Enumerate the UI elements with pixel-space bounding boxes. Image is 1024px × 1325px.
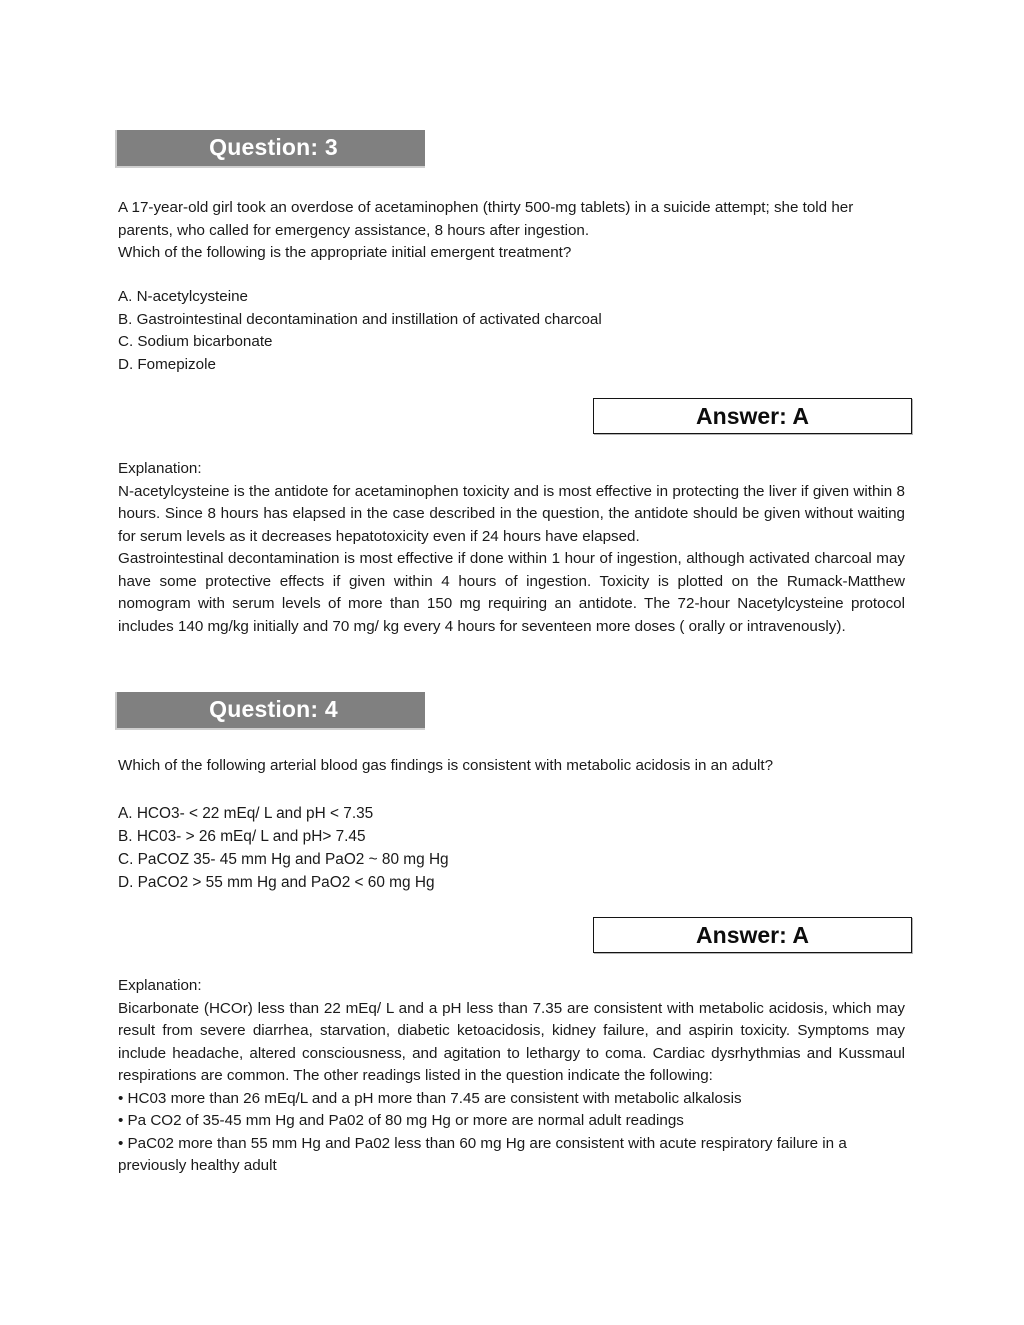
explanation-paragraph: Gastrointestinal decontamination is most effective if done within 1 hour of ingestion, although activated charcoal may have some protective effects if given within 4 hours of ingestion. Toxicity is plotted on the Rumack-Matthew nomogram with serum levels of more than 150 mg requiring an antidote. The 72-hour Nacetylcysteine protocol includes 140 mg/kg initially and 70 mg/ kg every 4 hours for seventeen more doses ( orally or intravenously).: [118, 550, 905, 635]
explanation-label-3: Explanation:: [118, 460, 202, 477]
explanation-paragraph: N-acetylcysteine is the antidote for acetaminophen toxicity and is most effective in protecting the liver if given within 8 hours. Since 8 hours has elapsed in the case described in the question, the antidote should be given without waiting for serum levels as it decreases hepatotoxicity even if 24 hours have elapsed.: [118, 482, 905, 545]
option-item-b[interactable]: B. Gastrointestinal decontamination and instillation of activated charcoal: [118, 310, 602, 328]
option-item-d[interactable]: D. Fomepizole: [118, 355, 216, 373]
question-stem-3: [118, 197, 905, 265]
question-stem-4: [118, 755, 905, 778]
explanation-bullet: • PaC02 more than 55 mm Hg and Pa02 less than 60 mg Hg are consistent with acute respiratory failure in a previously healthy adult: [118, 1134, 847, 1174]
question-stem-line: Which of the following is the appropriate initial emergent treatment?: [118, 244, 572, 261]
explanation-4: [118, 975, 905, 1178]
question-header-label-4: Question: 4: [209, 695, 338, 722]
answer-box-4: [593, 917, 912, 953]
explanation-bullet: • HC03 more than 26 mEq/L and a pH more than 7.45 are consistent with metabolic alkalosis: [118, 1089, 742, 1107]
option-list-3: [118, 286, 905, 376]
question-stem-line: Which of the following arterial blood gas findings is consistent with metabolic acidosis in an adult?: [118, 757, 774, 774]
explanation-3: [118, 458, 905, 638]
explanation-paragraph: Bicarbonate (HCOr) less than 22 mEq/ L and a pH less than 7.35 are consistent with metabolic acidosis, which may result from severe diarrhea, starvation, diabetic ketoacidosis, kidney failure, and aspirin toxicity. Symptoms may include headache, altered consciousness, and agitation to lethargy to coma. Cardiac dysrhythmias and Kussmaul respirations are common. The other readings listed in the question indicate the following:: [118, 999, 905, 1084]
answer-box-3: [593, 398, 912, 434]
option-item-b[interactable]: B. HC03- > 26 mEq/ L and pH> 7.45: [118, 828, 366, 845]
question-header-bar-3: [115, 130, 425, 168]
option-item-a[interactable]: A. N-acetylcysteine: [118, 288, 248, 305]
option-list-4: [118, 802, 905, 894]
question-stem-line: A 17-year-old girl took an overdose of acetaminophen (thirty 500-mg tablets) in a suicide attempt; she told her parents, who called for emergency assistance, 8 hours after ingestion.: [118, 199, 854, 239]
explanation-bullet: • Pa CO2 of 35-45 mm Hg and Pa02 of 80 mg Hg or more are normal adult readings: [118, 1112, 684, 1129]
option-item-d[interactable]: D. PaCO2 > 55 mm Hg and PaO2 < 60 mg Hg: [118, 874, 435, 891]
question-header-label-3: Question: 3: [209, 133, 338, 160]
explanation-label-4: Explanation:: [118, 977, 202, 994]
option-item-c[interactable]: C. Sodium bicarbonate: [118, 333, 273, 350]
question-header-bar-4: [115, 692, 425, 730]
question-header-fill-3: [122, 130, 425, 164]
option-item-a[interactable]: A. HCO3- < 22 mEq/ L and pH < 7.35: [118, 805, 374, 822]
question-header-fill-4: [122, 692, 425, 726]
answer-label-3: Answer: A: [696, 402, 809, 429]
answer-label-4: Answer: A: [696, 921, 809, 948]
option-item-c[interactable]: C. PaCOZ 35- 45 mm Hg and PaO2 ~ 80 mg Hg: [118, 851, 449, 868]
